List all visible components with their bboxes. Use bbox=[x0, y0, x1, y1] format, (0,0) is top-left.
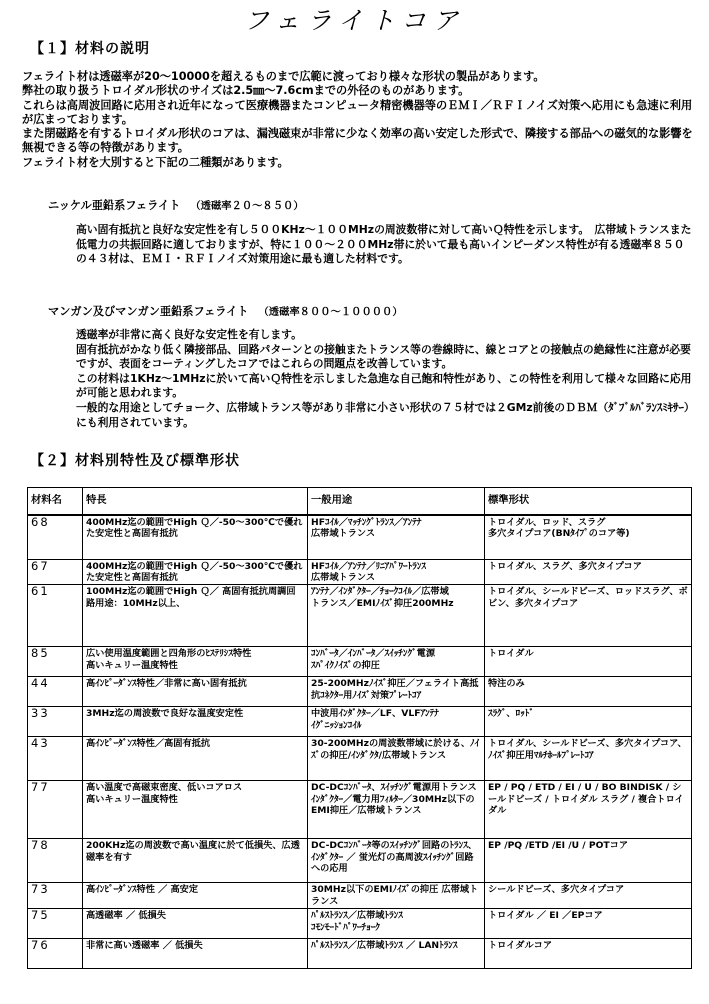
material-cell: 33 bbox=[28, 707, 83, 737]
nickel-zinc-text bbox=[76, 223, 694, 267]
shapes-cell: シールドビーズ、多穴タイプコア bbox=[485, 883, 692, 909]
header-features: 特長 bbox=[83, 488, 308, 516]
nickel-zinc-permeability: （透磁率２０～８５０） bbox=[190, 200, 304, 212]
shapes-cell: 特注のみ bbox=[485, 677, 692, 707]
nickel-zinc-heading bbox=[48, 199, 304, 213]
nickel-zinc-paragraph: 高い固有抵抗と良好な安定性を有し５００KHz～１００MHzの周波数帯に対して高いＱ特性を示します。 広帯域トランスまた低電力の共振回路に適しておりますが、特に１００～２００MHz帯に於いて最も高いインピーダンス特性が有る透磁率８５０の４３材は、ＥＭＩ・ＲＦＩノイズ対策用途に最も適した材料です。 bbox=[76, 223, 692, 266]
nickel-zinc-title: ニッケル亜鉛系フェライト bbox=[48, 199, 181, 212]
table-row bbox=[28, 585, 692, 647]
manganese-zinc-line: 一般的な用途としてチョーク、広帯域トランス等があり非常に小さい形状の７５材では２GMz前後のＤＢＭ（ﾀﾞﾌﾞﾙﾊﾞﾗﾝｽﾐｷｻｰ）にも利用されています。 bbox=[76, 400, 690, 429]
page-title: フェライトコア bbox=[243, 6, 465, 35]
applications-cell: 25-200MHzﾉｲｽﾞ抑圧／フェライト高抵抗ｺﾈｸﾀｰ用ﾉｲｽﾞ対策ﾌﾟﾚｰﾄｺｱ bbox=[308, 677, 485, 707]
applications-cell: ﾊﾟﾙｽﾄﾗﾝｽ／広帯域ﾄﾗﾝｽ ｺﾓﾝﾓｰﾄﾞﾊﾟﾜｰﾁｮｰｸ bbox=[308, 909, 485, 939]
shapes-cell: ｽﾗｸﾞ、ﾛｯﾄﾞ bbox=[485, 707, 692, 737]
features-cell: 400MHz迄の範囲でHigh Ｑ／-50～300℃で優れた安定性と高固有抵抗 bbox=[83, 515, 308, 559]
applications-cell: 30MHz以下のEMIﾉｲｽﾞの抑圧 広帯域トランス bbox=[308, 883, 485, 909]
header-applications: 一般用途 bbox=[308, 488, 485, 516]
features-cell: 広い使用温度範囲と四角形のﾋｽﾃﾘｼｽ特性 高いキュリー温度特性 bbox=[83, 647, 308, 677]
material-cell: 73 bbox=[28, 883, 83, 909]
shapes-cell: EP /PQ /ETD /EI /U / POTコア bbox=[485, 839, 692, 883]
applications-cell: 30-200MHzの周波数帯域に於ける、ﾉｲｽﾞの抑圧/ｲﾝﾀﾞｸﾀ/広帯域トランス bbox=[308, 737, 485, 781]
applications-cell: ﾊﾟﾙｽﾄﾗﾝｽ／広帯域ﾄﾗﾝｽ ／ LANﾄﾗﾝｽ bbox=[308, 939, 485, 969]
table-header-row bbox=[28, 488, 692, 516]
manganese-zinc-heading bbox=[48, 305, 403, 319]
manganese-zinc-title: マンガン及びマンガン亜鉛系フェライト bbox=[48, 305, 249, 318]
shapes-cell: EP / PQ / ETD / EI / U / BO BINDISK / シールドビーズ / トロイダル スラグ / 複合トロイダル bbox=[485, 781, 692, 839]
features-cell: 高い温度で高磁束密度、低いコアロス 高いキュリー温度特性 bbox=[83, 781, 308, 839]
table-row bbox=[28, 939, 692, 969]
table-row bbox=[28, 883, 692, 909]
table-row bbox=[28, 559, 692, 585]
material-cell: 76 bbox=[28, 939, 83, 969]
table-row bbox=[28, 737, 692, 781]
intro-line: 弊社の取り扱うトロイダル形状のサイズは2.5㎜～7.6cmまでの外径のものがあります。 bbox=[22, 84, 470, 98]
material-cell: 67 bbox=[28, 559, 83, 585]
table-row bbox=[28, 707, 692, 737]
features-cell: 400MHz迄の範囲でHigh Ｑ／-50～300℃で優れた安定性と高固有抵抗 bbox=[83, 559, 308, 585]
shapes-cell: トロイダル、シールドビーズ、ロッドスラグ、ボビン、多穴タイプコア bbox=[485, 585, 692, 647]
material-cell: 85 bbox=[28, 647, 83, 677]
intro-line: また閉磁路を有するトロイダル形状のコアは、漏洩磁束が非常に少なく効率の高い安定した形式で、隣接する部品への磁気的な影響を無視できる等の特徴があります。 bbox=[22, 127, 693, 155]
features-cell: 200KHz迄の周波数で高い温度に於て低損失、広透磁率を有す bbox=[83, 839, 308, 883]
applications-cell: ｱﾝﾃﾅ／ｲﾝﾀﾞｸﾀｰ／ﾁｮｰｸｺｲﾙ／広帯域 トランス／EMIﾉｲｽﾞ抑圧200MHz bbox=[308, 585, 485, 647]
applications-cell: HFｺｲﾙ／ｱﾝﾃﾅ／ﾘﾆｱﾊﾟﾜｰﾄﾗﾝｽ 広帯域トランス bbox=[308, 559, 485, 585]
table-row bbox=[28, 677, 692, 707]
table-row bbox=[28, 515, 692, 559]
applications-cell: HFｺｲﾙ／ﾏｯﾁﾝｸﾞﾄﾗﾝｽ／ｱﾝﾃﾅ 広帯域トランス bbox=[308, 515, 485, 559]
features-cell: 非常に高い透磁率 ／ 低損失 bbox=[83, 939, 308, 969]
shapes-cell: トロイダルコア bbox=[485, 939, 692, 969]
table-body bbox=[28, 515, 692, 969]
section1-intro bbox=[22, 70, 694, 170]
table-row bbox=[28, 647, 692, 677]
shapes-cell: トロイダル bbox=[485, 647, 692, 677]
material-cell: 43 bbox=[28, 737, 83, 781]
material-cell: 77 bbox=[28, 781, 83, 839]
table-row bbox=[28, 781, 692, 839]
material-cell: 75 bbox=[28, 909, 83, 939]
shapes-cell: トロイダル ／ EI ／EPコア bbox=[485, 909, 692, 939]
section2-heading: 【２】材料別特性及び標準形状 bbox=[30, 453, 240, 469]
features-cell: 高ｲﾝﾋﾟｰﾀﾞﾝｽ特性 ／ 高安定 bbox=[83, 883, 308, 909]
features-cell: 3MHz迄の周波数で良好な温度安定性 bbox=[83, 707, 308, 737]
manganese-zinc-line: 透磁率が非常に高く良好な安定性を有します。 bbox=[76, 328, 302, 341]
intro-line: これらは高周波回路に応用され近年になって医療機器またコンピュータ精密機器等のＥＭＩ／ＲＦＩノイズ対策へ応用にも急速に利用が広まっております。 bbox=[22, 98, 693, 126]
shapes-cell: トロイダル、シールドビーズ、多穴タイプコア、ﾉｲｽﾞ抑圧用ﾏﾙﾁﾎｰﾙﾌﾟﾚｰﾄｺｱ bbox=[485, 737, 692, 781]
intro-line: フェライト材を大別すると下記の二種類があります。 bbox=[22, 155, 289, 169]
features-cell: 100MHz迄の範囲でHigh Ｑ／ 高固有抵抗周調回路用途：10MHz以上、 bbox=[83, 585, 308, 647]
manganese-zinc-line: この材料は1KHz～1MHzに於いて高いＱ特性を示しました急進な自己飽和特性があり、この特性を利用して様々な回路に応用が可能と思われます。 bbox=[76, 371, 692, 400]
shapes-cell: トロイダル、ロッド、スラグ 多穴タイプコア(BNﾀｲﾌﾟのコア等) bbox=[485, 515, 692, 559]
table-row bbox=[28, 909, 692, 939]
manganese-zinc-permeability: （透磁率８００～１００００） bbox=[258, 306, 403, 318]
applications-cell: 中波用ｲﾝﾀﾞｸﾀｰ／LF、VLFｱﾝﾃﾅ ｲｸﾞﾆｯｼｮﾝｺｲﾙ bbox=[308, 707, 485, 737]
shapes-cell: トロイダル、スラグ、多穴タイプコア bbox=[485, 559, 692, 585]
features-cell: 高ｲﾝﾋﾟｰﾀﾞﾝｽ特性／非常に高い固有抵抗 bbox=[83, 677, 308, 707]
header-material: 材料名 bbox=[28, 488, 83, 516]
features-cell: 高ｲﾝﾋﾟｰﾀﾞﾝｽ特性／高固有抵抗 bbox=[83, 737, 308, 781]
table-row bbox=[28, 839, 692, 883]
header-standard-shapes: 標準形状 bbox=[485, 488, 692, 516]
section1-heading: 【１】材料の説明 bbox=[30, 41, 150, 57]
manganese-zinc-line: 固有抵抗がかなり低く隣接部品、回路パターンとの接触またトランス等の巻線時に、線とコアとの接触点の絶縁性に注意が必要ですが、表面をコーティングしたコアではこれらの問題点を改善しています。 bbox=[76, 342, 691, 371]
material-cell: 61 bbox=[28, 585, 83, 647]
features-cell: 高透磁率 ／ 低損失 bbox=[83, 909, 308, 939]
intro-line: フェライト材は透磁率が20～10000を超えるものまで広範に渡っており様々な形状の製品があります。 bbox=[22, 70, 545, 83]
applications-cell: ｺﾝﾊﾞｰﾀ／ｲﾝﾊﾞｰﾀ／ｽｲｯﾁﾝｸﾞ電源 ｽﾊﾟｲｸﾉｲｽﾞの抑圧 bbox=[308, 647, 485, 677]
material-cell: 44 bbox=[28, 677, 83, 707]
manganese-zinc-text bbox=[76, 328, 694, 430]
applications-cell: DC-DCｺﾝﾊﾞｰﾀ等のｽｲｯﾁﾝｸﾞ回路のﾄﾗﾝｽ、ｲﾝﾀﾞｸﾀｰ ／ 蛍光灯の高周波ｽｲｯﾁﾝｸﾞ回路への応用 bbox=[308, 839, 485, 883]
material-cell: 68 bbox=[28, 515, 83, 559]
material-spec-table bbox=[27, 487, 692, 969]
applications-cell: DC-DCｺﾝﾊﾞｰﾀ、ｽｲｯﾁﾝｸﾞ電源用トランス ｲﾝﾀﾞｸﾀｰ／電力用ﾌｨﾙﾀｰ／30MHz以下のEMI抑圧／広帯域トランス bbox=[308, 781, 485, 839]
material-cell: 78 bbox=[28, 839, 83, 883]
